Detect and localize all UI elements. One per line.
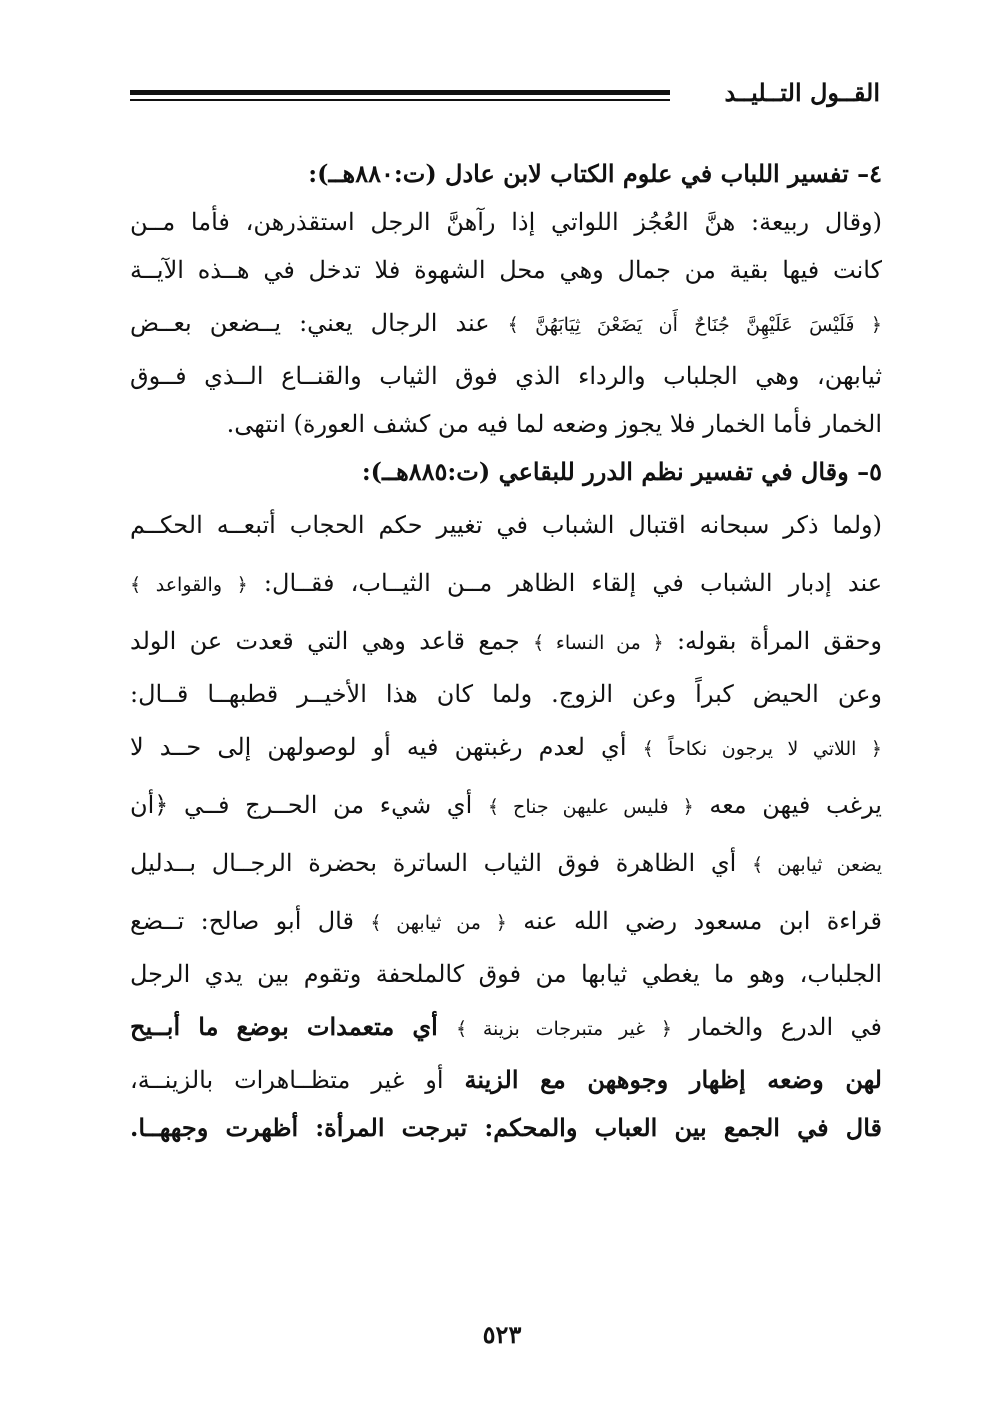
text-line (130, 998, 882, 1056)
quran-quote: يضعن ثيابهن ﴾ (752, 854, 882, 876)
text-line (130, 400, 882, 448)
text-segment: يرغب فيهن معه (693, 791, 882, 819)
text-segment: (ولما ذكر سبحانه اقتبال الشباب في تغيير حكم الحجاب أتبعــه الحكــم (130, 511, 882, 539)
text-line (130, 496, 882, 554)
bold-text: لهن وضعه إظهار وجوههن مع الزينة (464, 1065, 882, 1094)
section-heading (130, 150, 882, 198)
text-segment: عند الرجال يعني: يــضعن بعــض (130, 309, 508, 337)
text-segment: في الدرع والخمار (672, 1013, 882, 1041)
text-line (130, 352, 882, 400)
bold-text: قال في الجمع بين العباب والمحكم: تبرجت المرأة: أظهرت وجههــا. (130, 1113, 882, 1142)
text-segment: قراءة ابن مسعود رضي الله عنه (506, 907, 882, 935)
section-heading (130, 448, 882, 496)
text-segment: أي لعدم رغبتهن فيه أو لوصولهن إلى حــد لا (130, 733, 643, 761)
body-text (130, 150, 882, 1152)
text-segment: الخمار فأما الخمار فلا يجوز وضعه لما فيه من كشف العورة) انتهى. (226, 410, 882, 438)
text-line (130, 776, 882, 834)
text-segment: عند إدبار الشباب في إلقاء الظاهر مــن الثيــاب، فقــال: (247, 569, 882, 597)
text-line (130, 612, 882, 670)
header-title: القــول التــليــد (724, 78, 880, 107)
quran-quote: ﴿ من ثيابهن ﴾ (370, 912, 507, 934)
text-line (130, 718, 882, 776)
text-segment: كانت فيها بقية من جمال وهي محل الشهوة فلا تدخل في هــذه الآيــة (130, 256, 882, 284)
bold-text: أي متعمدات بوضع ما أبــيح (130, 1012, 456, 1041)
text-segment: وعن الحيض كبراً وعن الزوج. ولما كان هذا الأخيــر قطبهــا قــال: (130, 680, 882, 708)
quran-quote: ﴿ اللاتي لا يرجون نكاحاً ﴾ (642, 738, 882, 760)
page-number: ٥٢٣ (482, 1320, 522, 1349)
quran-quote: ﴿ غير متبرجات بزينة ﴾ (455, 1018, 673, 1040)
text-segment: وحقق المرأة بقوله: (663, 627, 882, 655)
text-line (130, 950, 882, 998)
text-segment: جمع قاعد وهي التي قعدت عن الولد (130, 627, 534, 655)
text-line (130, 834, 882, 892)
text-segment: أي شيء من الحــرج فــي ﴿أن (130, 791, 488, 819)
text-line (130, 670, 882, 718)
text-segment: ٥– وقال في تفسير نظم الدرر للبقاعي (ت:٨٨٥هــ): (361, 457, 882, 486)
quran-quote: ﴿ فَلَيْسَ عَلَيْهِنَّ جُنَاحٌ أَن يَضَعْنَ ثِيَابَهُنَّ ﴾ (507, 314, 882, 336)
text-line (130, 554, 882, 612)
text-line (130, 246, 882, 294)
quran-quote: ﴿ فليس عليهن جناح ﴾ (487, 796, 694, 818)
running-header (130, 72, 880, 112)
text-segment: أو غير متظــاهرات بالزينــة، (130, 1066, 465, 1094)
text-segment: قال أبو صالح: تــضع (130, 907, 371, 935)
text-line (130, 1104, 882, 1152)
text-line (130, 198, 882, 246)
text-segment: الجلباب، وهو ما يغطي ثيابها من فوق كالملحفة وتقوم بين يدي الرجل (130, 960, 882, 988)
header-rule-thin (130, 99, 670, 101)
header-rule-thick (130, 90, 670, 95)
quran-quote: ﴿ والقواعد ﴾ (130, 574, 248, 596)
text-segment: (وقال ربيعة: هنَّ العُجُز اللواتي إذا رآهنَّ الرجل استقذرهن، فأما مــن (130, 208, 882, 236)
text-line (130, 892, 882, 950)
text-line (130, 294, 882, 352)
quran-quote: ﴿ من النساء ﴾ (533, 632, 664, 654)
text-line (130, 1056, 882, 1104)
text-segment: أي الظاهرة فوق الثياب الساترة بحضرة الرجــال بــدليل (130, 849, 752, 877)
text-segment: ٤– تفسير اللباب في علوم الكتاب لابن عادل (ت:٨٨٠هــ): (308, 159, 882, 188)
text-segment: ثيابهن، وهي الجلباب والرداء الذي فوق الثياب والقنــاع الــذي فــوق (130, 362, 882, 390)
